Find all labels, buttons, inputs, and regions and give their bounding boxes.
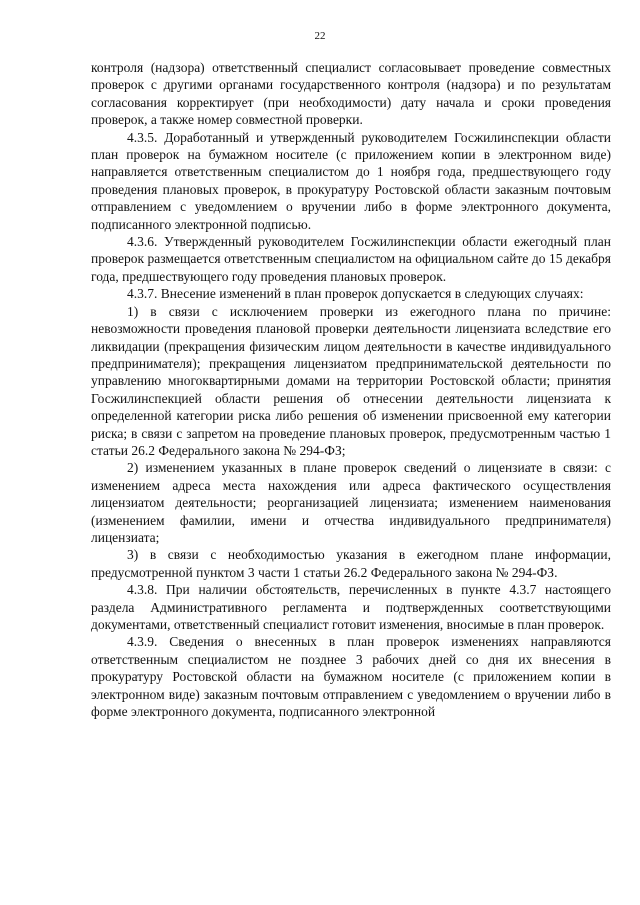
- paragraph-4-3-6: 4.3.6. Утвержденный руководителем Госжилинспекции области ежегодный план проверок размещается ответственным специалистом на официальном сайте до 15 декабря года, предшествующего году проведения плановых проверок.: [91, 234, 611, 284]
- paragraph-4-3-8: 4.3.8. При наличии обстоятельств, перечисленных в пункте 4.3.7 настоящего раздела Административного регламента и подтвержденных соответствующими документами, ответственный специалист готовит изменения, вносимые в план проверок.: [91, 582, 611, 632]
- page-number: 22: [314, 30, 326, 42]
- paragraph-4-3-9: 4.3.9. Сведения о внесенных в план проверок изменениях направляются ответственным специалистом не позднее 3 рабочих дней со дня их внесения в прокуратуру Ростовской области на бумажном носителе (с приложением копии в электронном виде) заказным почтовым отправлением с уведомлением о вручении либо в форме электронного документа, подписанного электронной: [91, 634, 611, 720]
- document-body: [91, 59, 611, 720]
- paragraph-4-3-7: 4.3.7. Внесение изменений в план проверок допускается в следующих случаях:: [127, 286, 584, 302]
- list-item-2: 2) изменением указанных в плане проверок сведений о лицензиате в связи: с изменением адреса места нахождения или адреса фактического осуществления лицензиатом деятельности; реорганизацией лицензиата; изменением наименования (изменением фамилии, имени и отчества индивидуального предпринимателя) лицензиата;: [91, 460, 611, 545]
- list-item-3: 3) в связи с необходимостью указания в ежегодном плане информации, предусмотренной пунктом 3 части 1 статьи 26.2 Федерального закона № 294-ФЗ.: [91, 547, 611, 580]
- paragraph-continuation: контроля (надзора) ответственный специалист согласовывает проведение совместных проверок с другими органами государственного контроля (надзора) и по результатам согласования корректирует (при необходимости) дату начала и сроки проведения проверок, а также номер совместной проверки.: [91, 60, 611, 128]
- list-item-1: 1) в связи с исключением проверки из ежегодного плана по причине: невозможности проведения плановой проверки деятельности лицензиата вследствие его ликвидации (прекращения физическим лицом деятельности в качестве индивидуального предпринимателя); прекращения лицензиатом предпринимательской деятельности по управлению многоквартирными домами на территории Ростовской области; принятия Госжилинспекцией области решения об отнесении деятельности лицензиата к определенной категории риска либо решения об изменении присвоенной ему категории риска; в связи с запретом на проведение плановых проверок, предусмотренным частью 1 статьи 26.2 Федерального закона № 294-ФЗ;: [91, 303, 611, 458]
- paragraph-4-3-5: 4.3.5. Доработанный и утвержденный руководителем Госжилинспекции области план проверок на бумажном носителе (с приложением копии в электронном виде) направляется ответственным специалистом до 1 ноября года, предшествующего году проведения плановых проверок, в прокуратуру Ростовской области заказным почтовым отправлением с уведомлением о вручении либо в форме электронного документа, подписанного электронной подписью.: [91, 129, 611, 232]
